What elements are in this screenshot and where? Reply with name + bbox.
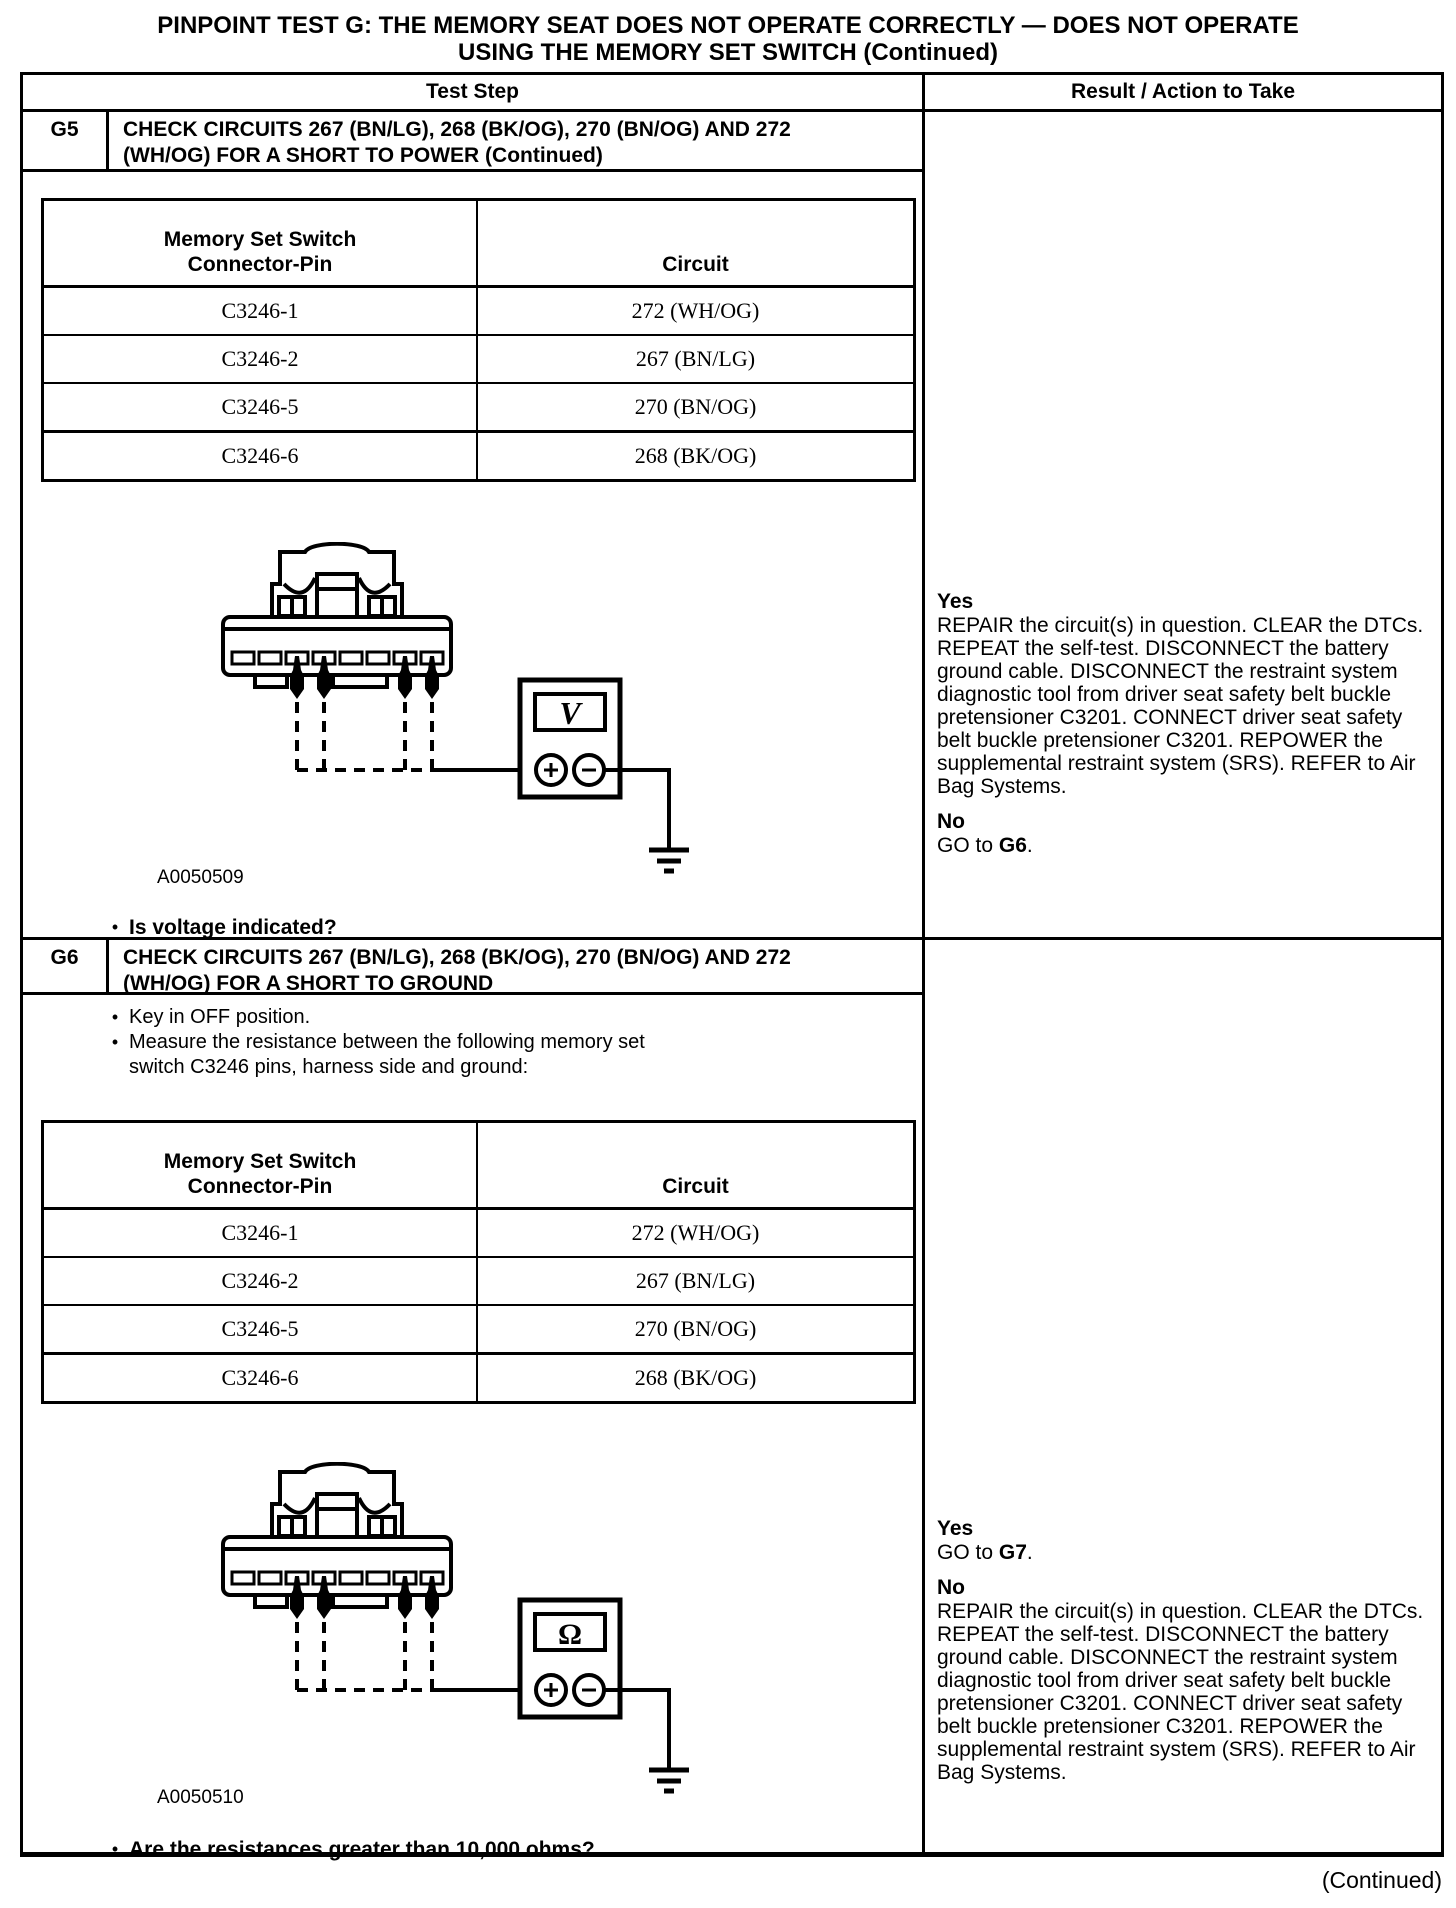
list-item: • Key in OFF position. bbox=[23, 1005, 922, 1030]
step-title-g5-text: CHECK CIRCUITS 267 (BN/LG), 268 (BK/OG), 270 (BN/OG) AND 272 (WH/OG) FOR A SHORT TO POWER (Continued) bbox=[123, 118, 791, 167]
circuit-cell: 267 (BN/LG) bbox=[477, 335, 915, 383]
goto-prefix-g5: GO to bbox=[937, 834, 999, 857]
step-body-g6 bbox=[23, 995, 922, 1861]
figure-label: A0050509 bbox=[157, 867, 244, 887]
step-result-g6 bbox=[922, 937, 1441, 1852]
step-instructions-g6 bbox=[23, 1005, 922, 1080]
step-result-g5 bbox=[922, 112, 1441, 937]
page-title-line2: USING THE MEMORY SET SWITCH (Continued) bbox=[458, 39, 998, 66]
goto-prefix-g6: GO to bbox=[937, 1541, 999, 1564]
pin-cell: C3246-2 bbox=[43, 1257, 478, 1305]
pin-cell: C3246-6 bbox=[43, 1354, 478, 1403]
table-row bbox=[43, 335, 915, 383]
connector-voltmeter-figure bbox=[155, 542, 695, 887]
step-title-g6-text: CHECK CIRCUITS 267 (BN/LG), 268 (BK/OG), 270 (BN/OG) AND 272 (WH/OG) FOR A SHORT TO GROUND bbox=[123, 946, 791, 995]
pin-circuit-table-g6 bbox=[41, 1120, 916, 1404]
connector-icon bbox=[223, 1464, 451, 1607]
result-yes-text-g5: REPAIR the circuit(s) in question. CLEAR the DTCs. REPEAT the self-test. DISCONNECT the battery ground cable. DISCONNECT the restraint system diagnostic tool from driver seat safety belt buckle pretensioner C3201. CONNECT driver seat safety belt buckle pretensioner C3201. REPOWER the supplemental restraint system (SRS). REFER to Air Bag Systems. bbox=[937, 614, 1424, 798]
multimeter-icon bbox=[520, 680, 620, 797]
step-question-g5-text: Is voltage indicated? bbox=[129, 916, 337, 939]
connector-icon bbox=[223, 544, 451, 687]
pin-cell: C3246-1 bbox=[43, 287, 478, 336]
result-yes-label-g6: Yes bbox=[937, 1517, 974, 1540]
step-title-g6 bbox=[109, 937, 922, 995]
multimeter-icon bbox=[520, 1600, 620, 1717]
bullet-icon: • bbox=[111, 917, 119, 937]
page-title bbox=[0, 12, 1456, 66]
pin-cell: C3246-5 bbox=[43, 1305, 478, 1354]
result-no-label-g5: No bbox=[937, 810, 965, 833]
pin-table-header-row bbox=[43, 1122, 915, 1209]
circuit-cell: 268 (BK/OG) bbox=[477, 1354, 915, 1403]
pin-table-header-pin: Memory Set Switch Connector-Pin bbox=[43, 200, 478, 287]
circuit-cell: 270 (BN/OG) bbox=[477, 1305, 915, 1354]
step-question-g6-text: Are the resistances greater than 10,000 ohms? bbox=[129, 1838, 595, 1861]
page-title-line1: PINPOINT TEST G: THE MEMORY SEAT DOES NOT OPERATE CORRECTLY — DOES NOT OPERATE bbox=[157, 12, 1299, 39]
list-item: • Measure the resistance between the following memory set switch C3246 pins, harness side and ground: bbox=[23, 1030, 922, 1080]
pinpoint-test-table bbox=[20, 72, 1444, 1861]
figure-label: A0050510 bbox=[157, 1787, 244, 1807]
pin-table-header-pin: Memory Set Switch Connector-Pin bbox=[43, 1122, 478, 1209]
connector-ohmmeter-figure bbox=[155, 1462, 695, 1807]
bullet-icon: • bbox=[111, 1007, 119, 1027]
step-title-g5 bbox=[109, 112, 922, 172]
circuit-cell: 267 (BN/LG) bbox=[477, 1257, 915, 1305]
column-header-test-step: Test Step bbox=[23, 75, 922, 112]
test-leads bbox=[297, 1622, 536, 1690]
bullet-icon: • bbox=[111, 1032, 119, 1052]
table-row bbox=[43, 1354, 915, 1403]
pin-circuit-table-g5 bbox=[41, 198, 916, 482]
step-body-g5 bbox=[23, 172, 922, 937]
pin-cell: C3246-5 bbox=[43, 383, 478, 432]
table-row bbox=[43, 432, 915, 481]
result-no-text-g6: REPAIR the circuit(s) in question. CLEAR the DTCs. REPEAT the self-test. DISCONNECT the battery ground cable. DISCONNECT the restraint system diagnostic tool from driver seat safety belt buckle pretensioner C3201. CONNECT driver seat safety belt buckle pretensioner C3201. REPOWER the supplemental restraint system (SRS). REFER to Air Bag Systems. bbox=[937, 1600, 1424, 1784]
pin-table-header-row bbox=[43, 200, 915, 287]
pin-cell: C3246-1 bbox=[43, 1209, 478, 1258]
test-leads bbox=[297, 702, 536, 770]
table-row bbox=[43, 1257, 915, 1305]
table-row bbox=[43, 287, 915, 336]
circuit-cell: 268 (BK/OG) bbox=[477, 432, 915, 481]
circuit-cell: 272 (WH/OG) bbox=[477, 1209, 915, 1258]
pin-cell: C3246-6 bbox=[43, 432, 478, 481]
result-yes-text-g6 bbox=[937, 1541, 1435, 1564]
bullet-icon: • bbox=[111, 1839, 119, 1859]
meter-mode-symbol: V bbox=[559, 695, 581, 731]
result-no-text-g5 bbox=[937, 834, 1435, 857]
step-id-g6: G6 bbox=[23, 937, 109, 995]
circuit-cell: 272 (WH/OG) bbox=[477, 287, 915, 336]
meter-mode-symbol: Ω bbox=[557, 1618, 583, 1651]
table-row bbox=[43, 1305, 915, 1354]
result-no-label-g6: No bbox=[937, 1576, 965, 1599]
pin-table-header-circuit: Circuit bbox=[477, 1122, 915, 1209]
goto-suffix-g5: . bbox=[1026, 834, 1033, 857]
pin-cell: C3246-2 bbox=[43, 335, 478, 383]
result-yes-label-g5: Yes bbox=[937, 590, 974, 613]
step-question-g6 bbox=[23, 1837, 922, 1862]
goto-target-g6: G7 bbox=[998, 1541, 1027, 1564]
table-row bbox=[43, 1209, 915, 1258]
circuit-cell: 270 (BN/OG) bbox=[477, 383, 915, 432]
continued-note: (Continued) bbox=[1321, 1867, 1442, 1893]
goto-suffix-g6: . bbox=[1026, 1541, 1033, 1564]
column-header-result: Result / Action to Take bbox=[922, 75, 1441, 112]
step-id-g5: G5 bbox=[23, 112, 109, 172]
goto-target-g5: G6 bbox=[998, 834, 1027, 857]
table-row bbox=[43, 383, 915, 432]
pin-table-header-circuit: Circuit bbox=[477, 200, 915, 287]
